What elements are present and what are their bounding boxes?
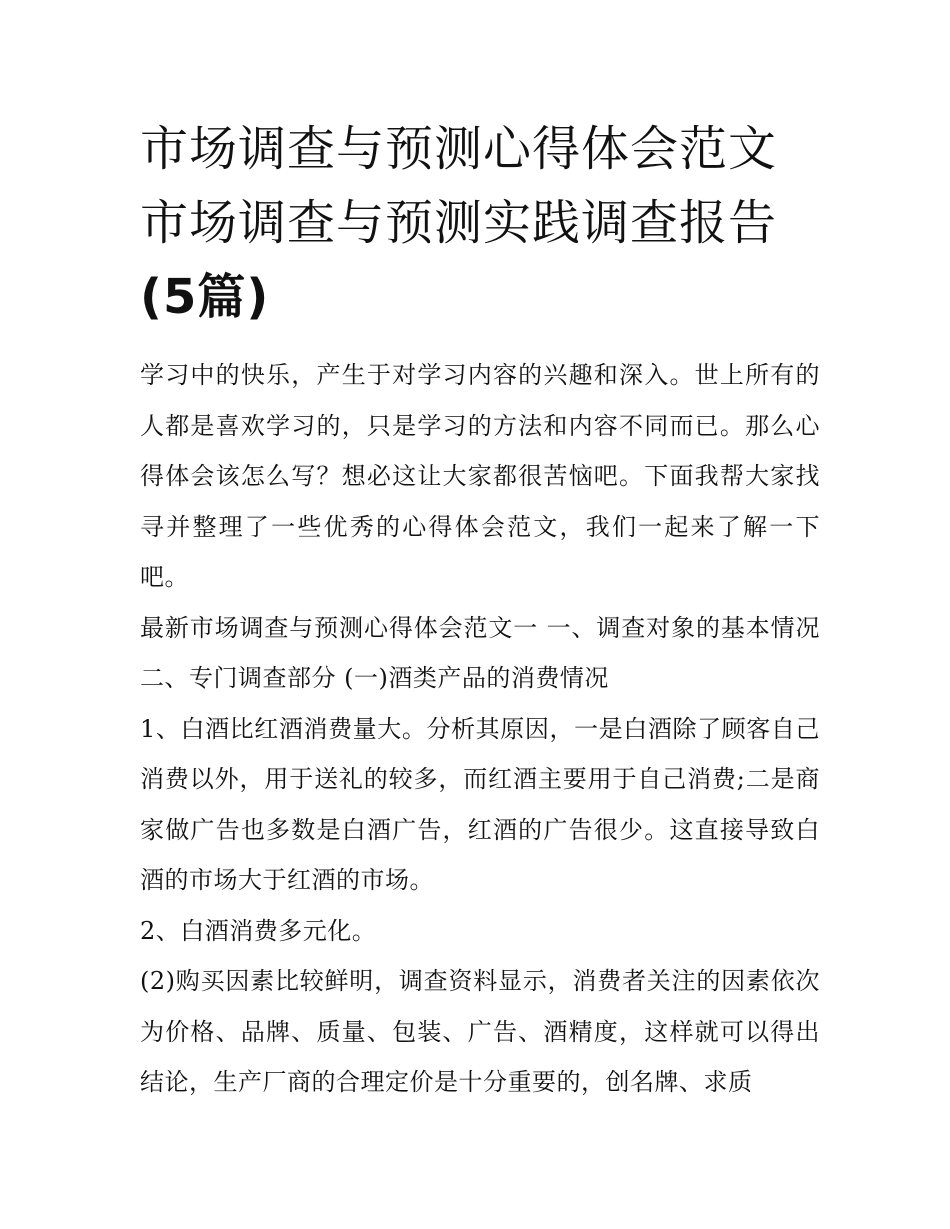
paragraph-section-heading: 最新市场调查与预测心得体会范文一 一、调查对象的基本情况 二、专门调查部分 (一)酒类产品的消费情况 — [140, 613, 820, 692]
document-title — [140, 112, 820, 334]
document-body — [140, 350, 820, 1108]
title-line-2: 市场调查与预测实践调查报告 — [140, 195, 778, 251]
document-page — [140, 112, 820, 1108]
paragraph-point-2: 2、白酒消费多元化。 — [140, 916, 377, 945]
title-line-3: (5篇) — [140, 269, 270, 325]
paragraph-point-1: 1、白酒比红酒消费量大。分析其原因，一是白酒除了顾客自己消费以外，用于送礼的较多，而红酒主要用于自己消费;二是商家做广告也多数是白酒广告，红酒的广告很少。这直接导致白酒的市场大于红酒的市场。 — [140, 714, 820, 894]
paragraph-purchase-factors: (2)购买因素比较鲜明，调查资料显示，消费者关注的因素依次为价格、品牌、质量、包装、广告、酒精度，这样就可以得出结论，生产厂商的合理定价是十分重要的，创名牌、求质 — [140, 967, 820, 1096]
paragraph-intro: 学习中的快乐，产生于对学习内容的兴趣和深入。世上所有的人都是喜欢学习的，只是学习的方法和内容不同而已。那么心得体会该怎么写？想必这让大家都很苦恼吧。下面我帮大家找寻并整理了一些优秀的心得体会范文，我们一起来了解一下吧。 — [140, 361, 820, 591]
title-line-1: 市场调查与预测心得体会范文 — [140, 121, 778, 177]
